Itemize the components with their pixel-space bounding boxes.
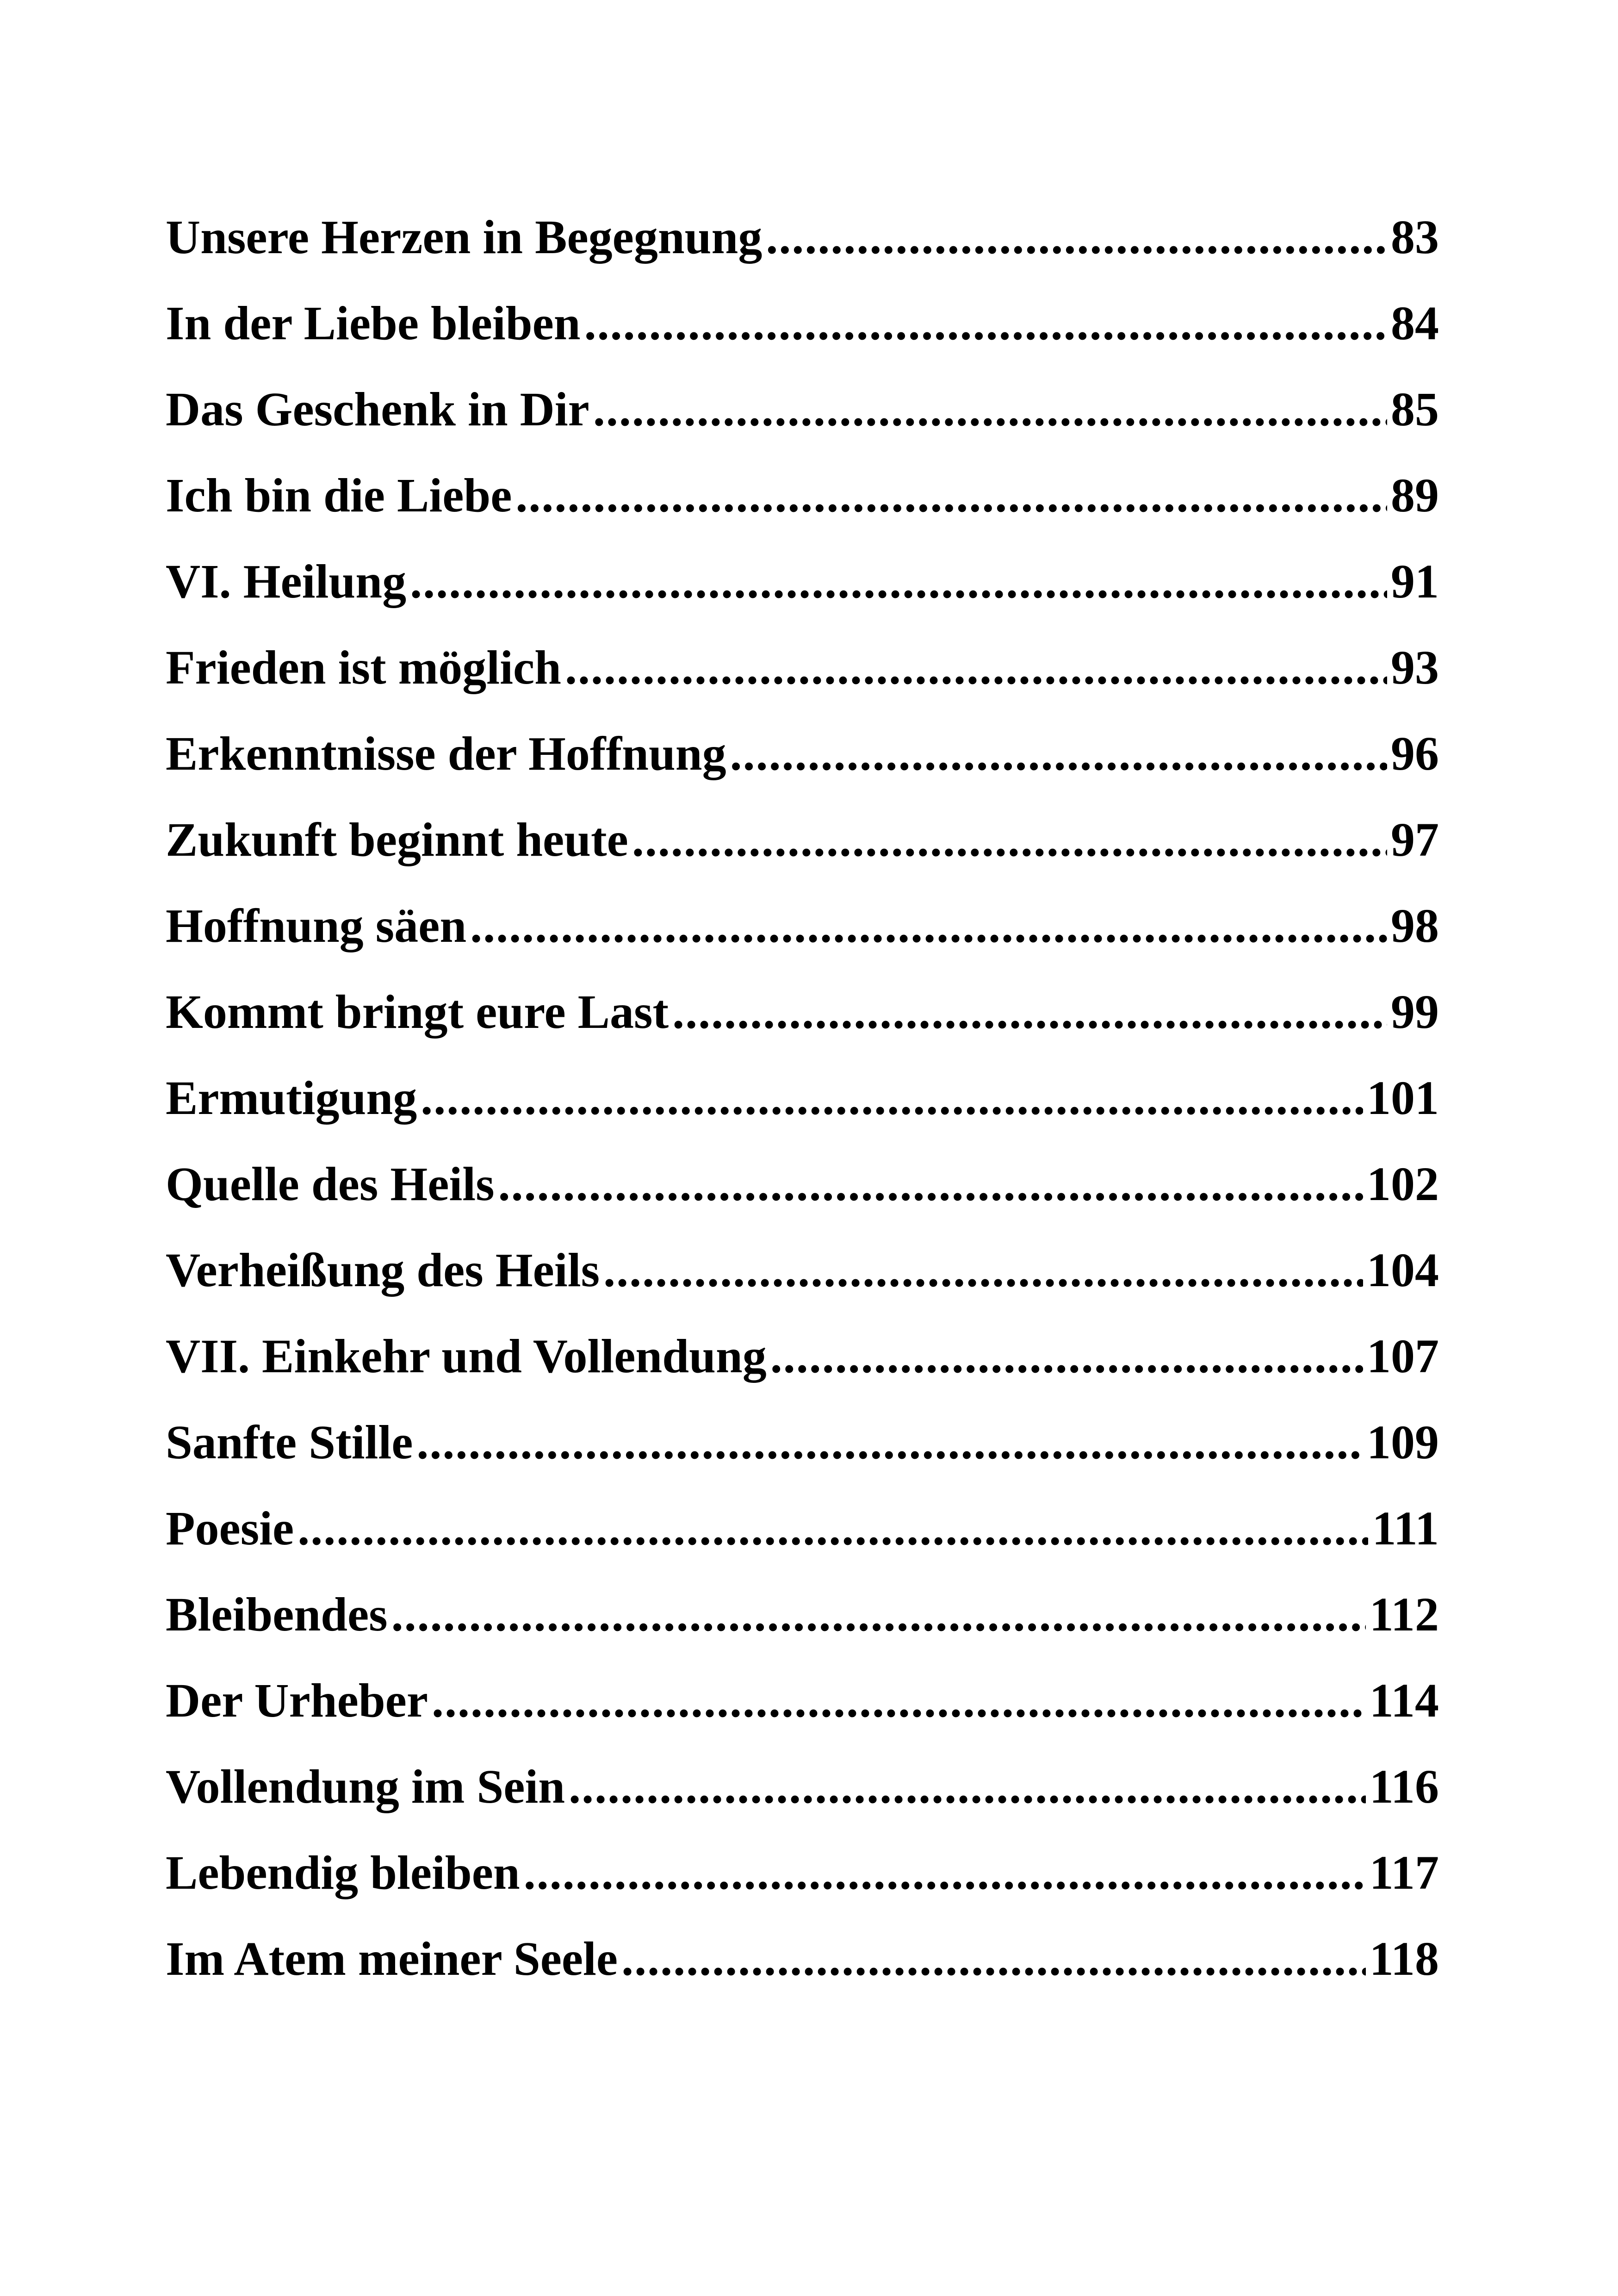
toc-entry-title: Poesie — [166, 1502, 294, 1555]
toc-entry-title: Lebendig bleiben — [166, 1846, 520, 1899]
toc-entry[interactable] — [166, 1658, 1439, 1744]
toc-leader-dots — [298, 1486, 1368, 1572]
toc-entry-title: VI. Heilung — [166, 555, 407, 608]
toc-entry-page: 104 — [1367, 1244, 1439, 1297]
toc-entry[interactable] — [166, 453, 1439, 539]
toc-entry-title: Das Geschenk in Dir — [166, 383, 589, 436]
toc-entry-page: 118 — [1369, 1932, 1439, 1985]
toc-leader-dots — [632, 797, 1387, 883]
toc-entry[interactable] — [166, 1486, 1439, 1572]
toc-leader-dots — [498, 1141, 1363, 1227]
toc-entry[interactable] — [166, 539, 1439, 625]
toc-entry-page: 89 — [1391, 469, 1439, 522]
toc-entry[interactable] — [166, 797, 1439, 883]
toc-entry[interactable] — [166, 625, 1439, 711]
toc-leader-dots — [593, 367, 1387, 453]
toc-entry[interactable] — [166, 194, 1439, 280]
toc-entry-page: 117 — [1369, 1846, 1439, 1899]
toc-entry-title: Vollendung im Sein — [166, 1760, 565, 1813]
toc-entry[interactable] — [166, 1313, 1439, 1400]
toc-entry[interactable] — [166, 1055, 1439, 1141]
toc-entry[interactable] — [166, 969, 1439, 1055]
toc-leader-dots — [410, 539, 1387, 625]
toc-entry[interactable] — [166, 1916, 1439, 2002]
toc-entry-title: Im Atem meiner Seele — [166, 1932, 618, 1985]
toc-entry[interactable] — [166, 1141, 1439, 1227]
toc-entry-page: 107 — [1367, 1330, 1439, 1383]
toc-entry-page: 101 — [1367, 1071, 1439, 1125]
toc-entry[interactable] — [166, 1744, 1439, 1830]
toc-entry-title: Quelle des Heils — [166, 1157, 495, 1211]
toc-leader-dots — [569, 1744, 1366, 1830]
toc-leader-dots — [770, 1313, 1363, 1400]
toc-leader-dots — [432, 1658, 1366, 1744]
toc-entry-page: 109 — [1367, 1416, 1439, 1469]
toc-leader-dots — [766, 194, 1387, 280]
toc-entry-page: 112 — [1369, 1588, 1439, 1641]
toc-entry[interactable] — [166, 367, 1439, 453]
toc-entry-title: Sanfte Stille — [166, 1416, 413, 1469]
toc-entry-title: In der Liebe bleiben — [166, 297, 581, 350]
toc-entry-title: Frieden ist möglich — [166, 641, 562, 694]
toc-entry-page: 84 — [1391, 297, 1439, 350]
toc-leader-dots — [416, 1400, 1363, 1486]
toc-entry-page: 85 — [1391, 383, 1439, 436]
toc-entry[interactable] — [166, 1830, 1439, 1916]
toc-entry-title: Verheißung des Heils — [166, 1244, 600, 1297]
toc-leader-dots — [421, 1055, 1363, 1141]
toc-entry-page: 93 — [1391, 641, 1439, 694]
toc-entry-page: 98 — [1391, 899, 1439, 952]
toc-leader-dots — [730, 711, 1387, 797]
toc-leader-dots — [524, 1830, 1366, 1916]
toc-entry-page: 116 — [1369, 1760, 1439, 1813]
toc-leader-dots — [672, 969, 1387, 1055]
toc-entry-page: 99 — [1391, 985, 1439, 1039]
toc-entry-title: Hoffnung säen — [166, 899, 467, 952]
toc-entry-title: Bleibendes — [166, 1588, 388, 1641]
toc-entry-page: 111 — [1372, 1502, 1439, 1555]
table-of-contents — [166, 194, 1439, 2002]
toc-entry[interactable] — [166, 883, 1439, 969]
toc-entry[interactable] — [166, 1400, 1439, 1486]
toc-entry-title: Erkenntnisse der Hoffnung — [166, 727, 726, 780]
toc-leader-dots — [391, 1572, 1366, 1658]
toc-entry-page: 114 — [1369, 1674, 1439, 1727]
toc-entry-title: Ich bin die Liebe — [166, 469, 512, 522]
toc-leader-dots — [565, 625, 1387, 711]
toc-entry-title: Kommt bringt eure Last — [166, 985, 669, 1039]
toc-leader-dots — [621, 1916, 1366, 2002]
toc-leader-dots — [603, 1227, 1363, 1313]
toc-entry-title: Ermutigung — [166, 1071, 417, 1125]
toc-entry[interactable] — [166, 1227, 1439, 1313]
toc-leader-dots — [470, 883, 1387, 969]
toc-entry[interactable] — [166, 280, 1439, 367]
toc-entry-page: 83 — [1391, 211, 1439, 264]
toc-entry-page: 102 — [1367, 1157, 1439, 1211]
toc-entry-title: Der Urheber — [166, 1674, 428, 1727]
toc-entry-page: 97 — [1391, 813, 1439, 866]
toc-entry-title: Zukunft beginnt heute — [166, 813, 628, 866]
toc-leader-dots — [584, 280, 1387, 367]
toc-entry[interactable] — [166, 711, 1439, 797]
toc-entry-title: VII. Einkehr und Vollendung — [166, 1330, 767, 1383]
toc-entry-page: 91 — [1391, 555, 1439, 608]
toc-entry-title: Unsere Herzen in Begegnung — [166, 211, 763, 264]
toc-leader-dots — [515, 453, 1387, 539]
toc-entry[interactable] — [166, 1572, 1439, 1658]
toc-entry-page: 96 — [1391, 727, 1439, 780]
